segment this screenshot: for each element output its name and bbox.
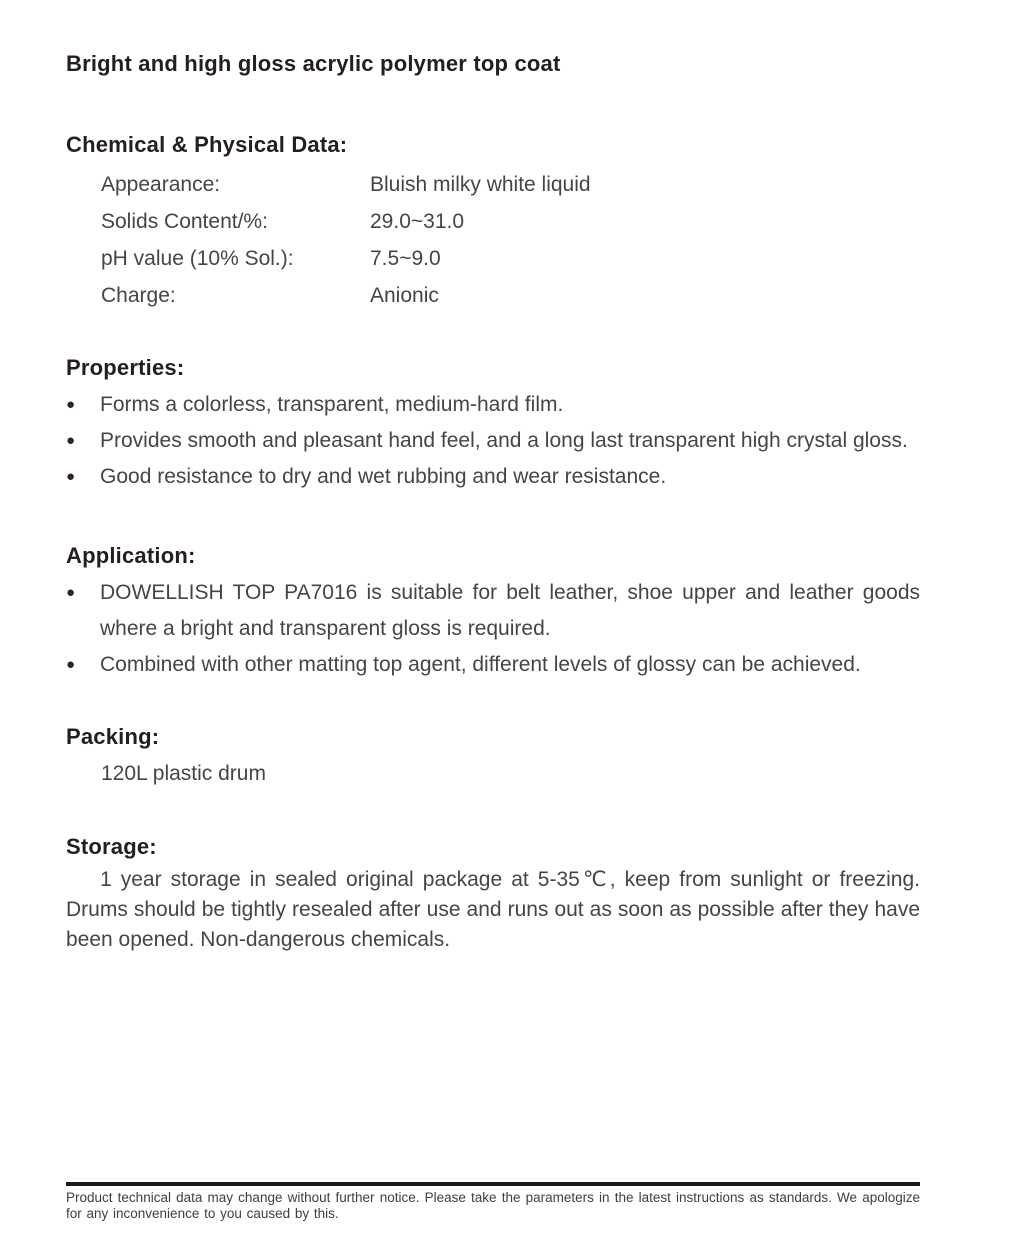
list-item-text: Forms a colorless, transparent, medium-hard film. [100,393,564,416]
table-row [66,240,920,277]
table-row [66,166,920,203]
bullet-icon: ● [66,656,76,673]
list-item-text: DOWELLISH TOP PA7016 is suitable for belt leather, shoe upper and leather goods where a bright and transparent gloss is required. [100,581,920,640]
page-content [66,0,920,955]
list-item [66,387,920,423]
list-item [66,459,920,495]
section-heading-packing: Packing: [66,724,160,749]
section-heading-properties: Properties: [66,355,185,380]
section-heading-storage: Storage: [66,834,157,859]
footer-divider [66,1182,920,1186]
packing-text: 120L plastic drum [101,762,266,785]
table-row [66,277,920,314]
list-item [66,575,920,647]
storage-paragraph: 1 year storage in sealed original package at 5-35℃, keep from sunlight or freezing. Drums should be tightly resealed after use and runs out as soon as possible after they have been opened. Non-dangerous chemicals. [66,868,920,951]
list-item-text: Combined with other matting top agent, different levels of glossy can be achieved. [100,653,861,676]
bullet-icon: ● [66,432,76,449]
list-item [66,647,920,683]
properties-bullet-list [66,387,920,495]
row-value: Bluish milky white liquid [370,173,591,196]
row-label: Solids Content/%: [101,210,268,233]
list-item [66,423,920,459]
footer-disclaimer: Product technical data may change without further notice. Please take the parameters in the latest instructions as standards. We apologize for any inconvenience to you caused by this. [66,1190,920,1221]
row-value: 7.5~9.0 [370,247,441,270]
list-item-text: Provides smooth and pleasant hand feel, and a long last transparent high crystal gloss. [100,429,908,452]
table-row [66,203,920,240]
section-heading-chemical: Chemical & Physical Data: [66,132,348,157]
row-value: Anionic [370,284,439,307]
row-label: Appearance: [101,173,221,196]
list-item-text: Good resistance to dry and wet rubbing and wear resistance. [100,465,667,488]
row-label: pH value (10% Sol.): [101,247,294,270]
chemical-data-table [66,166,920,314]
page-title: Bright and high gloss acrylic polymer top coat [66,51,561,76]
bullet-icon: ● [66,396,76,413]
bullet-icon: ● [66,468,76,485]
row-value: 29.0~31.0 [370,210,465,233]
row-label: Charge: [101,284,176,307]
bullet-icon: ● [66,584,76,601]
application-bullet-list [66,575,920,683]
section-heading-application: Application: [66,543,196,568]
page-footer [66,1182,920,1222]
